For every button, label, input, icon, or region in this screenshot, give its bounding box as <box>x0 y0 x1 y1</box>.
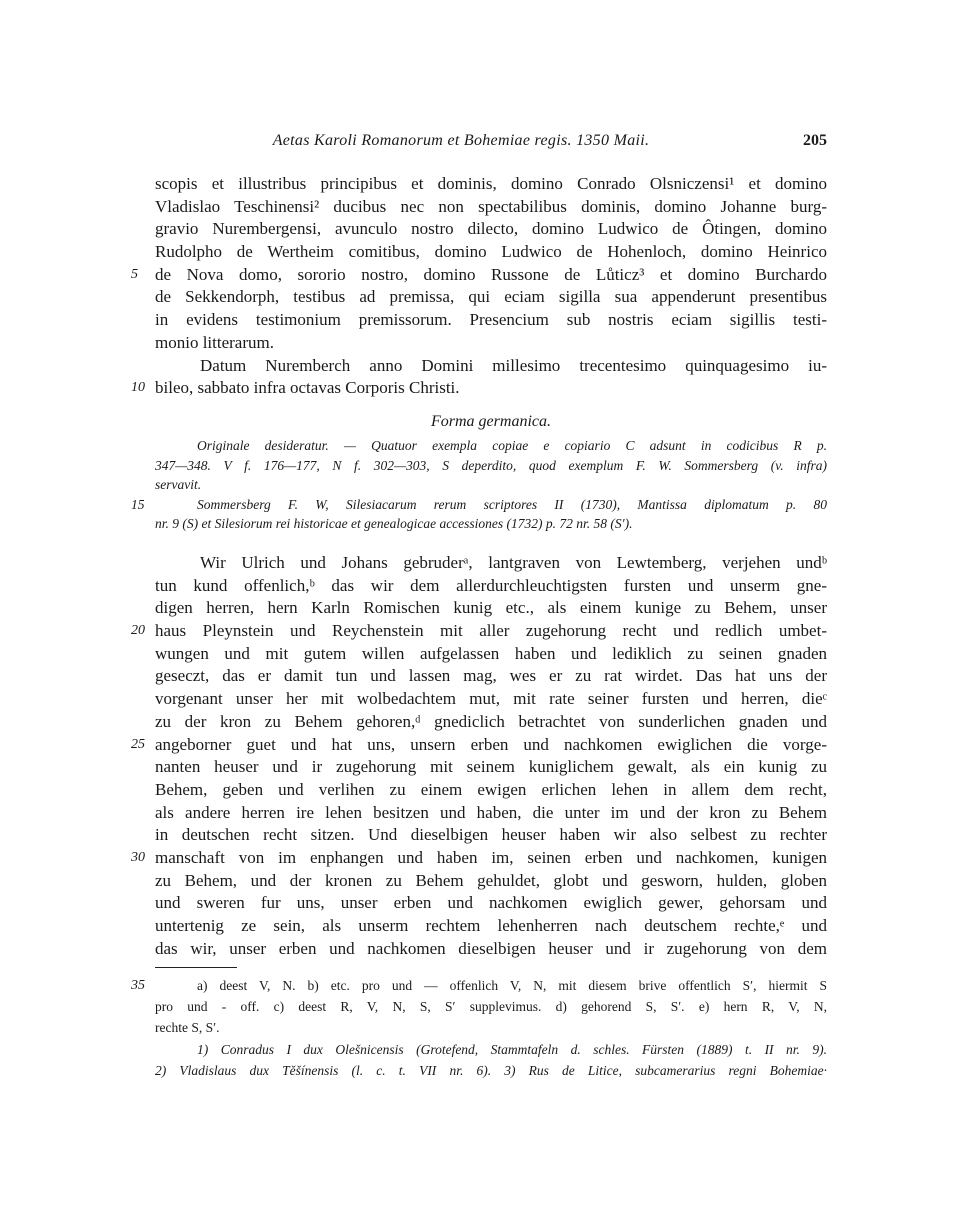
line-text: gravio Nurembergensi, avunculo nostro dilecto, domino Ludwico de Ôtingen, domino <box>155 219 827 239</box>
text-line <box>155 332 827 355</box>
text-line <box>155 218 827 241</box>
line-text: zu der kron zu Behem gehoren,ᵈ gnediclich betrachtet von sunderlichen gnaden und <box>155 711 827 731</box>
text-line <box>155 286 827 309</box>
text-line <box>155 756 827 779</box>
note-line <box>155 475 827 495</box>
line-number: 10 <box>131 380 145 396</box>
text-line <box>155 779 827 802</box>
text-line <box>155 665 827 688</box>
latin-text-block <box>131 173 827 400</box>
text-line <box>155 597 827 620</box>
line-text: Originale desideratur. — Quatuor exempla copiae e copiario C adsunt in codicibus R p. <box>197 438 827 453</box>
line-text: monio litterarum. <box>155 332 274 352</box>
line-text: in deutschen recht sitzen. Und dieselbigen heuser haben wir also selbest zu rechter <box>155 825 827 845</box>
line-text: als andere herren ire lehen besitzen und haben, die unter im und der kron zu Behem <box>155 802 827 822</box>
text-line <box>155 643 827 666</box>
text-line <box>155 824 827 847</box>
line-text: haus Pleynstein und Reychenstein mit aller zugehorung recht und redlich umbet- <box>155 621 827 641</box>
note-line <box>155 514 827 534</box>
line-text: und sweren fur uns, unser erben und nachkomen ewiglich gewer, gehorsam und <box>155 893 827 913</box>
text-line <box>155 241 827 264</box>
text-line <box>155 711 827 734</box>
footnote-line <box>155 1060 827 1081</box>
line-text: wungen und mit gutem willen aufgelassen haben und lediklich zu seinen gnaden <box>155 643 827 663</box>
line-text: de Nova domo, sororio nostro, domino Russone de Lůticz³ et domino Burchardo <box>155 264 827 284</box>
running-title: Aetas Karoli Romanorum et Bohemiae regis. 1350 Maii. <box>272 132 650 149</box>
text-line <box>155 575 827 598</box>
text-line <box>155 196 827 219</box>
line-text: 2) Vladislaus dux Těšínensis (l. c. t. VII nr. 6). 3) Rus de Litice, subcamerarius regni Bohemiae· <box>155 1063 827 1078</box>
apparatus-line <box>155 1017 827 1038</box>
line-number: 30 <box>131 849 145 865</box>
line-text: Sommersberg F. W, Silesiacarum rerum scriptores II (1730), Mantissa diplomatum p. 80 <box>197 496 827 512</box>
line-number: 25 <box>131 736 145 752</box>
text-line <box>131 377 827 400</box>
line-text: rechte S, S′. <box>155 1020 220 1035</box>
line-text: Datum Nuremberch anno Domini millesimo trecentesimo quinquagesimo iu- <box>200 355 827 375</box>
line-text: 347—348. V f. 176—177, N f. 302—303, S deperdito, quod exemplum F. W. Sommersberg (v. infra) <box>155 457 827 473</box>
line-text: digen herren, hern Karln Romischen kunig etc., als einem kunige zu Behem, unser <box>155 598 827 618</box>
text-line <box>155 892 827 915</box>
text-line <box>155 173 827 196</box>
source-notes <box>131 436 827 534</box>
line-number: 20 <box>131 623 145 639</box>
text-line <box>131 734 827 757</box>
line-text: angeborner guet und hat uns, unsern erben und nachkomen ewiglichen die vorge- <box>155 734 827 754</box>
page-header <box>155 132 827 156</box>
line-text: geseczt, das er damit tun und lassen mag, wes er zu rat wirdet. Das hat uns der <box>155 666 827 686</box>
section-title: Forma germanica. <box>431 413 551 430</box>
line-text: in evidens testimonium premissorum. Presencium sub nostris eciam sigillis testi- <box>155 310 827 330</box>
text-line <box>155 915 827 938</box>
german-text-block <box>131 552 827 960</box>
line-text: manschaft von im enphangen und haben im, seinen erben und nachkomen, kunigen <box>155 847 827 867</box>
text-line <box>155 802 827 825</box>
text-line <box>155 355 827 378</box>
apparatus-line <box>131 975 827 996</box>
line-text: Vladislao Teschinensi² ducibus nec non spectabilibus dominis, domino Johanne burg- <box>155 196 827 216</box>
line-text: pro und - off. c) deest R, V, N, S, S′ supplevimus. d) gehorend S, S′. e) hern R, V, N, <box>155 999 827 1014</box>
line-number: 15 <box>131 496 145 512</box>
footnote-rule <box>155 967 237 968</box>
line-text: scopis et illustribus principibus et dominis, domino Conrado Olsniczensi¹ et domino <box>155 174 827 193</box>
line-number: 35 <box>131 978 145 993</box>
text-line <box>155 870 827 893</box>
note-line <box>155 456 827 476</box>
line-text: Behem, geben und verlihen zu einem ewigen erlichen lehen in allem dem recht, <box>155 779 827 799</box>
line-text: untertenig ze sein, als unserm rechtem lehenherren nach deutschem rechte,ᵉ und <box>155 916 827 935</box>
line-text: Rudolpho de Wertheim comitibus, domino Ludwico de Hohenloch, domino Heinrico <box>155 242 827 262</box>
line-text: a) deest V, N. b) etc. pro und — offenlich V, N, mit diesem brive offentlich S′, hiermit S <box>197 978 827 993</box>
text-line <box>155 552 827 575</box>
line-text: tun kund offenlich,ᵇ das wir dem allerdurchleuchtigsten fursten und unserm gne- <box>155 575 827 595</box>
line-text: de Sekkendorph, testibus ad premissa, qui eciam sigilla sua appenderunt presentibus <box>155 287 827 307</box>
text-line <box>131 847 827 870</box>
note-line <box>131 495 827 515</box>
page-number: 205 <box>803 132 827 149</box>
note-line <box>155 436 827 456</box>
text-line <box>131 264 827 287</box>
line-text: servavit. <box>155 477 202 492</box>
line-text: bileo, sabbato infra octavas Corporis Christi. <box>155 378 460 398</box>
line-text: nr. 9 (S) et Silesiorum rei historicae et genealogicae accessiones (1732) p. 72 nr. 58 (S′). <box>155 516 633 531</box>
line-text: Wir Ulrich und Johans gebruderᵃ, lantgraven von Lewtemberg, verjehen undᵇ <box>200 553 827 572</box>
line-number: 5 <box>131 266 138 282</box>
footnotes <box>155 1039 827 1081</box>
line-text: nanten heuser und ir zugehorung mit seinem kuniglichem gewalt, als ein kunig zu <box>155 757 827 777</box>
text-line <box>131 620 827 643</box>
apparatus-line <box>155 996 827 1017</box>
line-text: zu Behem, und der kronen zu Behem gehuldet, globt und gesworn, hulden, globen <box>155 870 827 890</box>
footnote-line <box>155 1039 827 1060</box>
critical-apparatus <box>131 975 827 1038</box>
text-line <box>155 309 827 332</box>
text-line <box>155 688 827 711</box>
line-text: das wir, unser erben und nachkomen dieselbigen heuser und ir zugehorung von dem <box>155 938 827 958</box>
text-line <box>155 938 827 961</box>
line-text: 1) Conradus I dux Olešnicensis (Grotefend, Stammtafeln d. schles. Fürsten (1889) t. II nr. 9). <box>197 1042 827 1057</box>
line-text: vorgenant unser her mit wolbedachtem mut, mit rate seiner fursten und herren, dieᶜ <box>155 689 827 709</box>
